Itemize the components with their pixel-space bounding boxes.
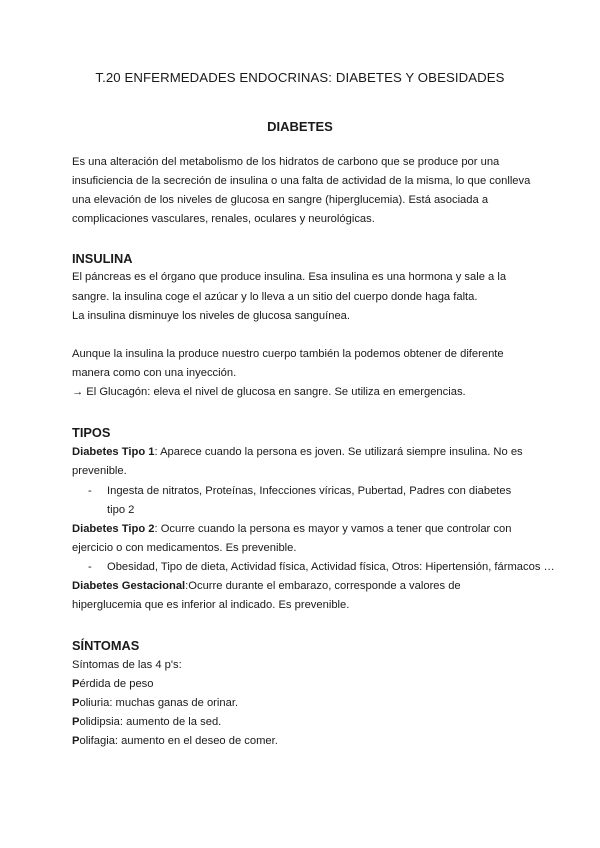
sintoma-item xyxy=(72,675,154,694)
sintoma-initial: P xyxy=(72,678,80,690)
tipo1-label: Diabetes Tipo 1 xyxy=(72,446,155,458)
sintoma-item xyxy=(72,713,221,732)
tipo2-label: Diabetes Tipo 2 xyxy=(72,523,155,535)
tipo1-bullet-text: Ingesta de nitratos, Proteínas, Infecciones víricas, Pubertad, Padres con diabetes xyxy=(107,485,512,497)
glucagon-line: → El Glucagón: eleva el nivel de glucosa en sangre. Se utiliza en emergencias. xyxy=(72,386,466,398)
insulina-line: manera como con una inyección. xyxy=(72,367,237,379)
tipo2-bullet-text: Obesidad, Tipo de dieta, Actividad física, Actividad física, Otros: Hipertensión, fármacos … xyxy=(107,561,555,573)
document-title: T.20 ENFERMEDADES ENDOCRINAS: DIABETES Y OBESIDADES xyxy=(95,70,505,85)
sintoma-rest: olidipsia: aumento de la sed. xyxy=(79,716,222,728)
tipo2-text: : Ocurre cuando la persona es mayor y vamos a tener que controlar con xyxy=(154,523,512,535)
gestacional-line xyxy=(72,577,461,596)
sintomas-intro: Síntomas de las 4 p's: xyxy=(72,659,182,671)
sintoma-initial: P xyxy=(72,716,80,728)
tipo1-text: : Aparece cuando la persona es joven. Se utilizará siempre insulina. No es xyxy=(154,446,523,458)
intro-line: Es una alteración del metabolismo de los hidratos de carbono que se produce por una xyxy=(72,156,500,168)
sintoma-initial: P xyxy=(72,735,80,747)
sintoma-rest: érdida de peso xyxy=(79,678,154,690)
sintoma-rest: oliuria: muchas ganas de orinar. xyxy=(79,697,239,709)
insulina-line: sangre. la insulina coge el azúcar y lo lleva a un sitio del cuerpo donde haga falta. xyxy=(72,291,478,303)
sintoma-initial: P xyxy=(72,697,80,709)
intro-line: complicaciones vasculares, renales, oculares y neurológicas. xyxy=(72,213,375,225)
tipo1-bullet-text: tipo 2 xyxy=(107,504,135,516)
sintoma-rest: olifagia: aumento en el deseo de comer. xyxy=(79,735,278,747)
tipo2-line xyxy=(72,520,511,539)
insulina-line: Aunque la insulina la produce nuestro cuerpo también la podemos obtener de diferente xyxy=(72,348,504,360)
sintoma-item xyxy=(72,694,238,713)
tipos-heading: TIPOS xyxy=(72,425,111,440)
intro-line: una elevación de los niveles de glucosa en sangre (hiperglucemia). Está asociada a xyxy=(72,194,489,206)
tipo2-line: ejercicio o con medicamentos. Es prevenible. xyxy=(72,542,297,554)
sintomas-heading: SÍNTOMAS xyxy=(72,638,140,653)
intro-line: insuficiencia de la secreción de insulina o una falta de actividad de la misma, lo que conlleva xyxy=(72,175,531,187)
bullet-dash: - xyxy=(88,561,92,573)
gestacional-line: hiperglucemia que es inferior al indicado. Es prevenible. xyxy=(72,599,350,611)
gestacional-text: :Ocurre durante el embarazo, corresponde a valores de xyxy=(185,580,461,592)
tipo1-line xyxy=(72,443,523,462)
bullet-dash: - xyxy=(88,485,92,497)
sintoma-item xyxy=(72,732,278,751)
gestacional-label: Diabetes Gestacional xyxy=(72,580,186,592)
insulina-line: La insulina disminuye los niveles de glucosa sanguínea. xyxy=(72,310,350,322)
tipo1-line: prevenible. xyxy=(72,465,127,477)
diabetes-heading: DIABETES xyxy=(267,119,333,134)
insulina-line: El páncreas es el órgano que produce insulina. Esa insulina es una hormona y sale a la xyxy=(72,271,507,283)
insulina-heading: INSULINA xyxy=(72,251,133,266)
